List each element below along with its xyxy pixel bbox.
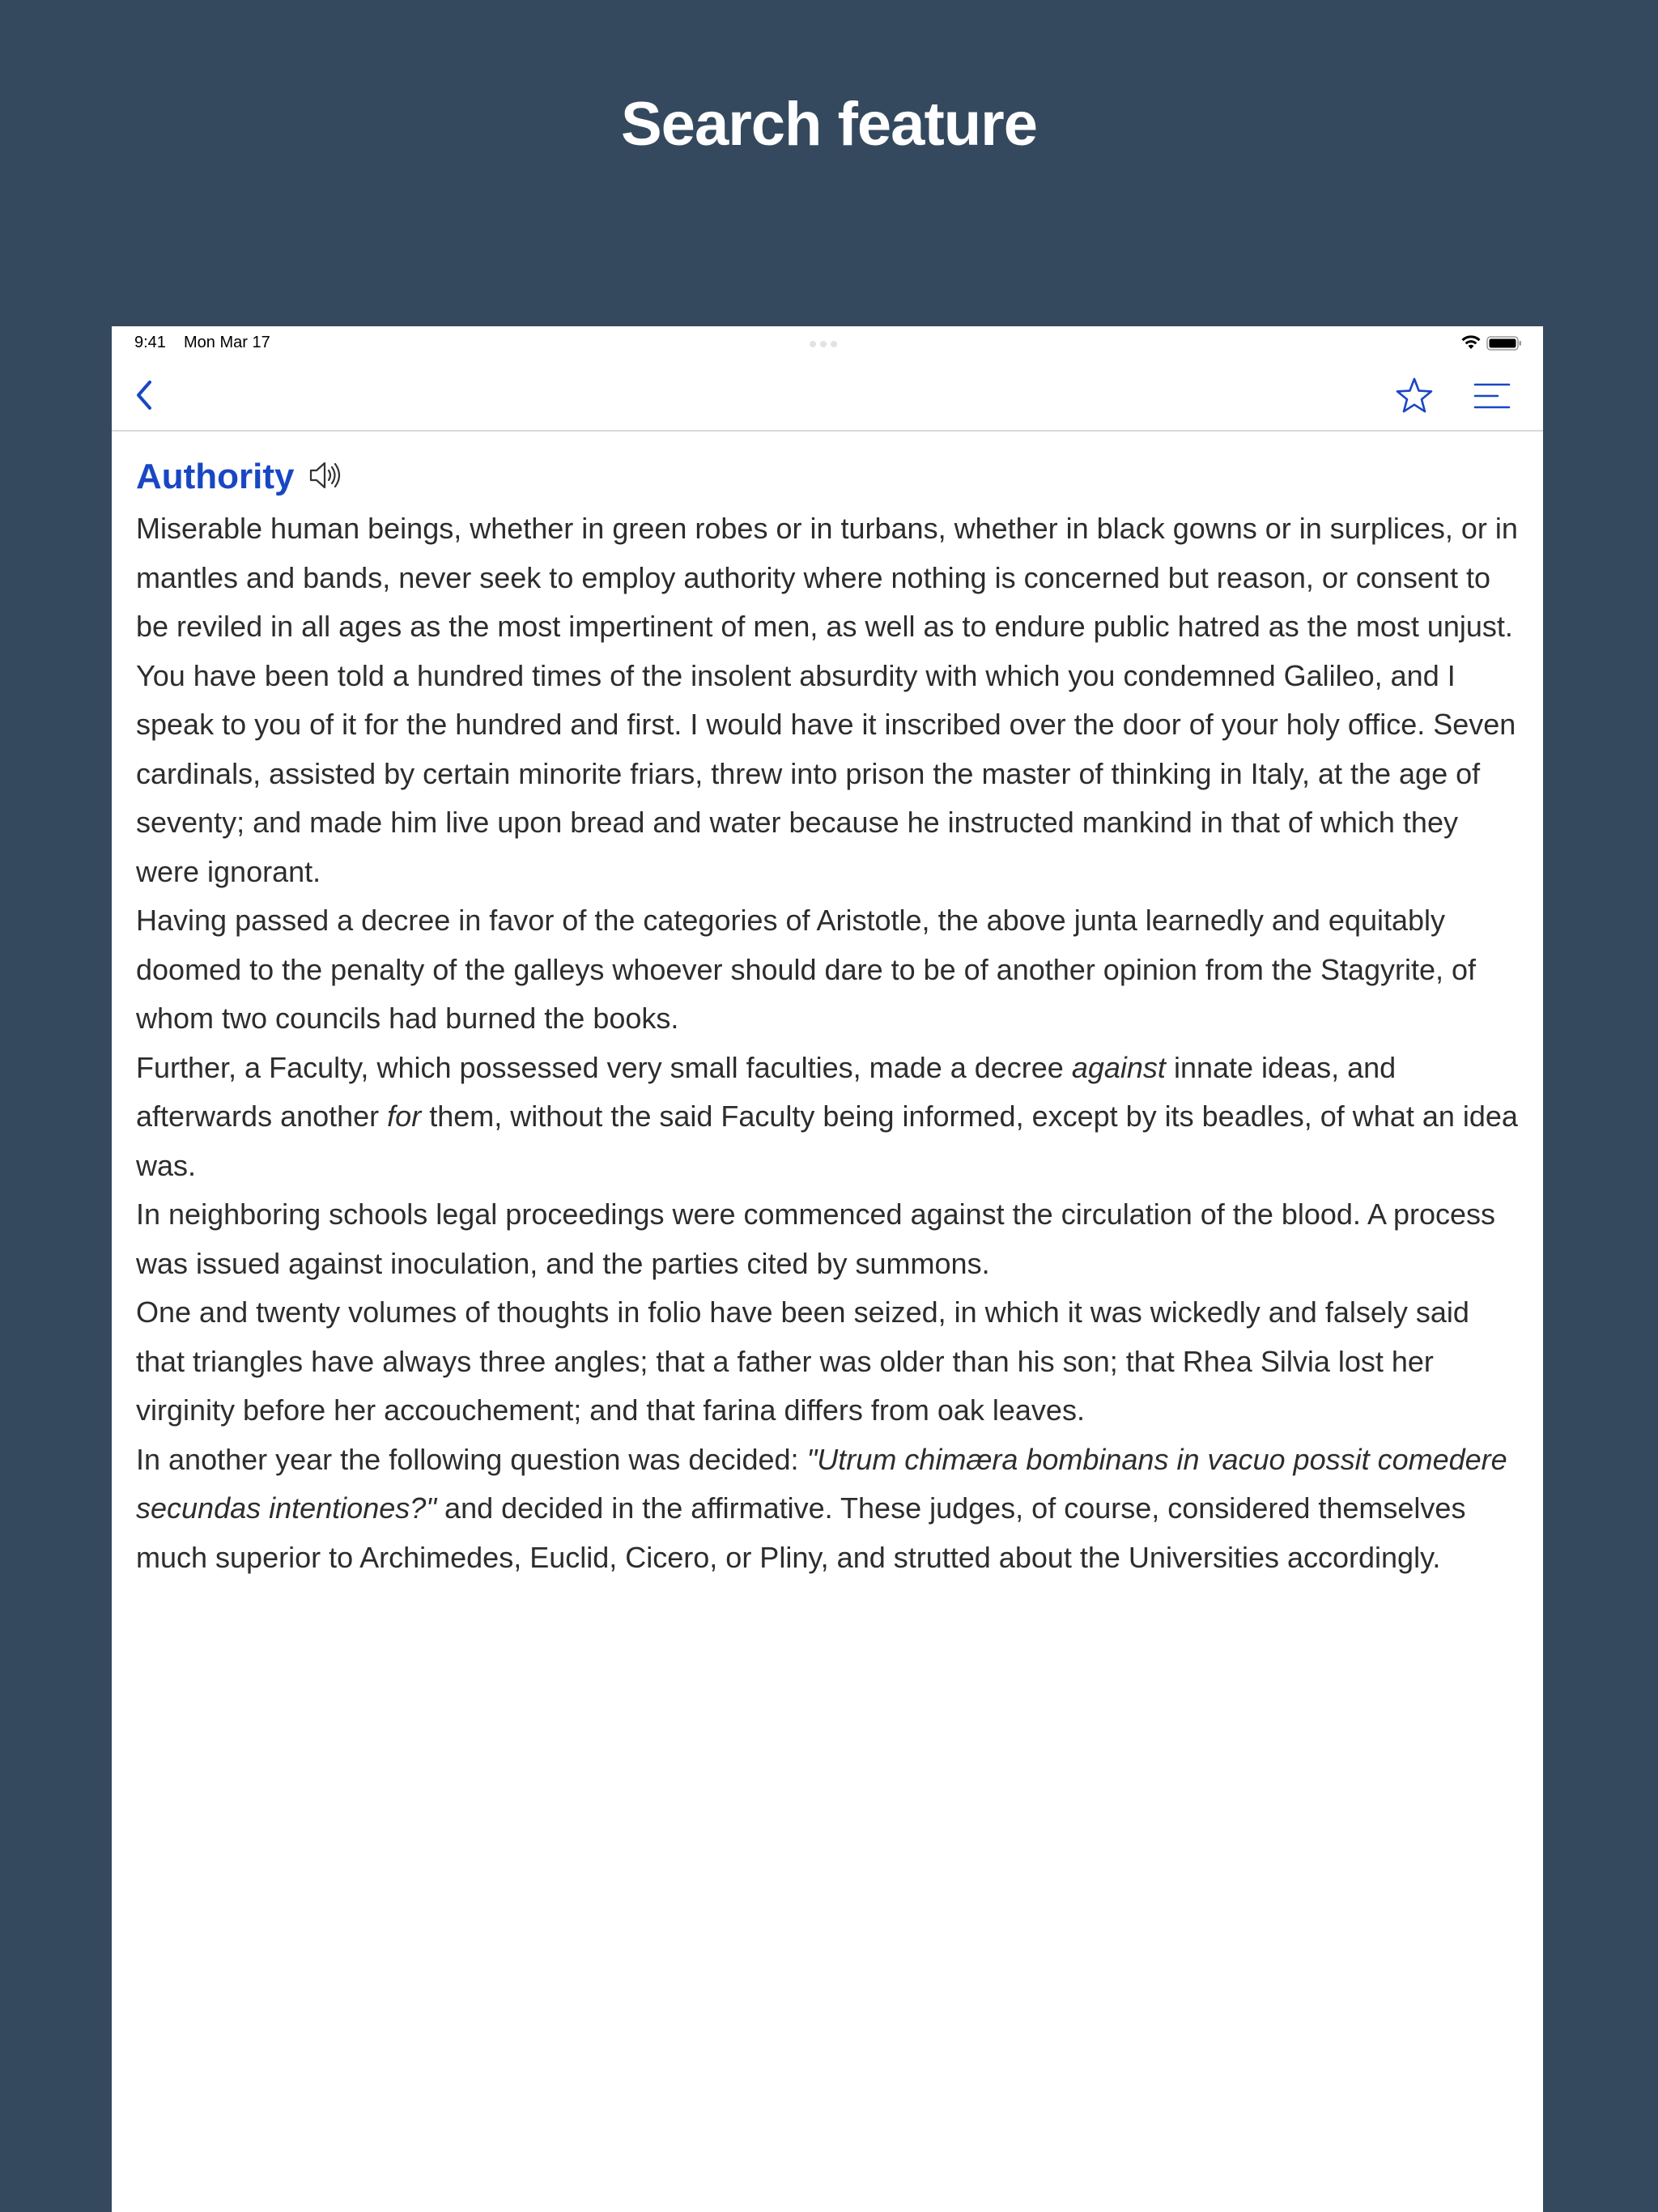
- entry-content: [136, 448, 1522, 1582]
- battery-icon: [1486, 336, 1522, 351]
- paragraph-text: You have been told a hundred times of the insolent absurdity with which you condemned Galileo, and I speak to you of it for the hundred and first. I would have it inscribed over the door of your holy office. Seven cardinals, assisted by certain minorite friars, threw into prison the master of thinking in Italy, at the age of seventy; and made him live upon bread and water because he instructed mankind in that of which they were ignorant.: [136, 658, 1516, 888]
- paragraph-text: Miserable human beings, whether in green robes or in turbans, whether in black gowns or in surplices, or in mantles and bands, never seek to employ authority where nothing is concerned but reason, or consent to be reviled in all ages as the most impertinent of men, as well as to endure public hatred as the most unjust.: [136, 512, 1518, 643]
- entry-paragraph: [136, 1190, 1522, 1288]
- back-button[interactable]: [126, 375, 162, 415]
- status-time: 9:41: [134, 334, 166, 351]
- navigation-bar: [112, 359, 1543, 432]
- pronounce-button[interactable]: [308, 458, 342, 492]
- entry-header: [136, 448, 1522, 506]
- entry-paragraph: [136, 1044, 1522, 1191]
- entry-paragraph: [136, 1436, 1522, 1583]
- paragraph-text: Having passed a decree in favor of the categories of Aristotle, the above junta learnedly and equitably doomed to the penalty of the galleys whoever should dare to be of another opinion from the Stagyrite, of whom two councils had burned the books.: [136, 904, 1477, 1035]
- entry-paragraph: [136, 652, 1522, 897]
- entry-paragraph: [136, 1288, 1522, 1436]
- contents-menu-button[interactable]: [1472, 378, 1512, 414]
- entry-title: Authority: [136, 457, 295, 496]
- paragraph-text: In neighboring schools legal proceedings were commenced against the circulation of the blood. A process was issued against inoculation, and the parties cited by summons.: [136, 1197, 1496, 1280]
- paragraph-text: Further, a Faculty, which possessed very small faculties, made a decree: [136, 1050, 1072, 1084]
- paragraph-text: them, without the said Faculty being informed, except by its beadles, of what an idea was.: [136, 1100, 1518, 1182]
- status-date: Mon Mar 17: [184, 334, 270, 351]
- wifi-icon: [1460, 334, 1482, 351]
- favorite-button[interactable]: [1392, 375, 1436, 419]
- italic-text: against: [1071, 1050, 1166, 1084]
- paragraph-text: innate ideas, and afterwards another: [136, 1050, 1397, 1133]
- entry-paragraph: [136, 504, 1522, 652]
- menu-icon: [1472, 378, 1512, 414]
- star-icon: [1392, 375, 1436, 419]
- italic-text: for: [387, 1100, 422, 1133]
- page-headline: Search feature: [620, 90, 1038, 159]
- entry-body: [136, 504, 1522, 1582]
- paragraph-text: One and twenty volumes of thoughts in folio have been seized, in which it was wickedly and falsely said that triangles have always three angles; that a father was older than his son; that Rhea Silvia lost her virginity before her accouchement; and that farina differs from oak leaves.: [136, 1295, 1469, 1427]
- paragraph-text: and decided in the affirmative. These judges, of course, considered themselves much superior to Archimedes, Euclid, Cicero, or Pliny, and strutted about the Universities accordingly.: [136, 1491, 1466, 1574]
- ipad-screen: [112, 326, 1543, 2212]
- speaker-icon: [308, 458, 342, 492]
- chevron-left-icon: [134, 379, 154, 411]
- entry-paragraph: [136, 896, 1522, 1044]
- italic-text: "Utrum chimæra bombinans in vacuo possit comedere secundas intentiones?": [136, 1442, 1507, 1525]
- status-bar: [112, 326, 1543, 359]
- paragraph-text: In another year the following question was decided:: [136, 1442, 807, 1476]
- multitasking-dots[interactable]: [810, 341, 837, 347]
